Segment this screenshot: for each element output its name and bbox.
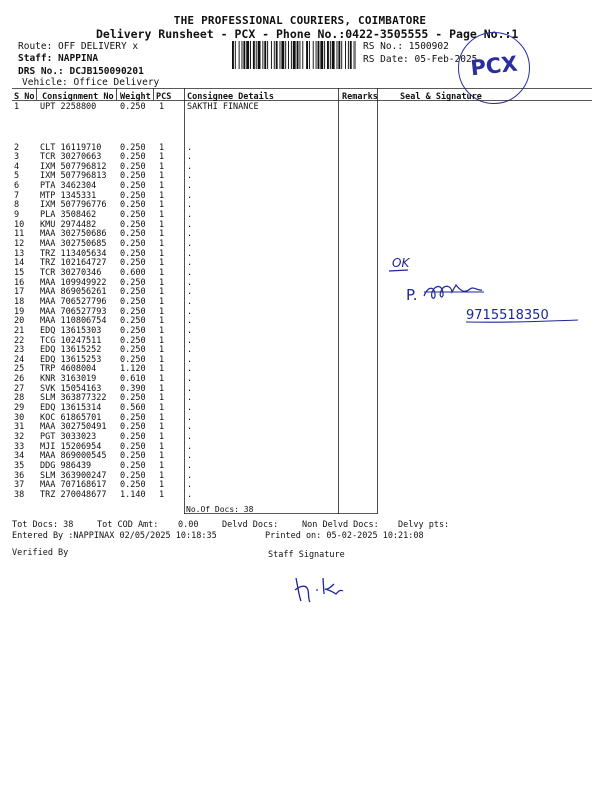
total-cod-label: Tot COD Amt: [97,520,159,530]
barcode-bar [309,41,310,69]
cell-weight: 0.250 [120,345,146,356]
barcode-bar [288,41,289,69]
barcode-bar [239,41,240,69]
col-remarks: Remarks [342,92,378,102]
barcode-bar [235,41,236,69]
cell-consignee: . [187,325,193,336]
cell-consignee: . [187,393,193,404]
cell-sno: 30 [14,412,25,423]
table-row [0,491,600,501]
cell-weight: 0.250 [120,152,146,163]
cell-consignment: MAA 302750491 [40,422,107,433]
cell-consignment: PLA 3508462 [40,210,97,221]
barcode-bar [318,41,320,69]
cell-sno: 20 [14,316,25,327]
cell-pcs: 1 [159,267,165,278]
cell-consignment: UPT 2258800 [40,102,97,112]
cell-weight: 0.250 [120,258,146,269]
barcode-bar [354,41,355,69]
cell-consignment: IXM 507796776 [40,200,107,211]
total-docs: Tot Docs: 38 [12,520,74,530]
cell-sno: 6 [14,181,20,192]
cell-consignment: MAA 302750685 [40,239,107,249]
barcode-bar [285,41,286,69]
cell-weight: 0.250 [120,460,146,471]
cell-pcs: 1 [159,248,165,259]
cell-pcs: 1 [159,171,165,182]
barcode-bar [250,41,251,69]
cell-sno: 19 [14,306,25,317]
cell-sno: 36 [14,470,25,481]
col-consignee: Consignee Details [187,92,274,102]
cell-weight: 1.120 [120,364,146,375]
cell-weight: 0.250 [120,412,146,423]
cell-pcs: 1 [159,142,165,153]
col-sno: S No [14,92,35,102]
cell-weight: 0.560 [120,403,146,414]
cell-consignee: . [187,248,193,259]
cell-sno: 10 [14,219,25,230]
cell-pcs: 1 [159,422,165,433]
handwritten-initial: P. [406,286,418,304]
cell-consignee: . [187,383,193,394]
cell-sno: 35 [14,460,25,471]
cell-weight: 0.250 [120,316,146,327]
cell-pcs: 1 [159,239,165,249]
barcode-bar [350,41,352,69]
cell-consignee: . [187,306,193,317]
cell-pcs: 1 [159,383,165,394]
cell-consignee: . [187,267,193,278]
cell-consignment: MAA 109949922 [40,277,107,288]
cell-sno: 22 [14,335,25,346]
table-row [0,103,600,113]
cell-weight: 0.250 [120,277,146,288]
cell-weight: 0.250 [120,422,146,433]
handwritten-notes [380,252,590,328]
cell-consignee: . [187,142,193,153]
cell-sno: 32 [14,432,25,442]
cell-consignment: PTA 3462304 [40,181,97,192]
cell-weight: 0.250 [120,239,146,249]
cell-consignee: . [187,441,193,452]
cell-sno: 21 [14,325,25,336]
cell-sno: 23 [14,345,25,356]
cell-sno: 16 [14,277,25,288]
cell-pcs: 1 [159,287,165,298]
rs-date: RS Date: 05-Feb-2025 [363,54,478,65]
cell-consignee: . [187,229,193,240]
cell-consignee: . [187,210,193,221]
cell-weight: 0.250 [120,480,146,491]
staff-signature-label: Staff Signature [268,550,345,560]
cell-consignee: . [187,345,193,356]
barcode-bar [338,41,340,69]
cell-consignee: . [187,161,193,172]
cell-weight: 0.250 [120,287,146,298]
drs-number: DRS No.: DCJB150090201 [18,66,144,77]
barcode-bar [242,41,243,69]
barcode-bar [320,41,323,69]
cell-sno: 24 [14,354,25,365]
cell-sno: 1 [14,102,20,112]
cell-consignment: SLM 363900247 [40,470,107,481]
cell-consignee: . [187,287,193,298]
barcode-bar [341,41,342,69]
cell-pcs: 1 [159,102,165,112]
cell-pcs: 1 [159,190,165,201]
cell-consignee: . [187,296,193,307]
cell-consignee: . [187,277,193,288]
barcode-bar [299,41,300,69]
cell-consignee: . [187,470,193,481]
cell-pcs: 1 [159,152,165,163]
cell-consignee: SAKTHI FINANCE [187,102,259,112]
cell-weight: 0.250 [120,248,146,259]
cell-weight: 0.250 [120,181,146,192]
cell-sno: 5 [14,171,20,182]
barcode-bar [258,41,261,69]
cell-sno: 38 [14,489,25,500]
staff-signature [290,568,360,606]
barcode-bar [306,41,308,69]
cell-consignment: EDQ 13615303 [40,325,102,336]
cell-consignment: MAA 302750686 [40,229,107,240]
cell-weight: 0.250 [120,306,146,317]
cell-consignment: MAA 706527793 [40,306,107,317]
cell-pcs: 1 [159,200,165,211]
cell-consignee: . [187,316,193,327]
cell-sno: 4 [14,161,20,172]
cell-pcs: 1 [159,219,165,230]
cell-weight: 0.250 [120,229,146,240]
cell-consignment: TCG 10247511 [40,335,102,346]
cell-weight: 0.610 [120,374,146,385]
cell-sno: 18 [14,296,25,307]
barcode-bar [274,41,275,69]
cell-consignment: KNR 3163019 [40,374,97,385]
cell-weight: 0.250 [120,190,146,201]
cell-pcs: 1 [159,335,165,346]
cell-sno: 26 [14,374,25,385]
cell-consignment: DDG 986439 [40,460,92,471]
cell-pcs: 1 [159,306,165,317]
col-consignment: Consignment No [42,92,114,102]
cell-consignee: . [187,190,193,201]
cell-pcs: 1 [159,403,165,414]
barcode-bar [291,41,292,69]
cell-consignment: MAA 707168617 [40,480,107,491]
cell-sno: 27 [14,383,25,394]
verified-by: Verified By [12,548,69,558]
cell-pcs: 1 [159,460,165,471]
cell-consignment: TRZ 113405634 [40,248,107,259]
barcode-bar [271,41,272,69]
cell-consignment: IXM 507796812 [40,161,107,172]
cell-weight: 0.250 [120,210,146,221]
cell-consignee: . [187,412,193,423]
delivery-points: Delvy pts: [398,520,450,530]
vehicle-label: Vehicle: Office Delivery [22,77,160,88]
cell-consignee: . [187,171,193,182]
barcode-bar [264,41,266,69]
cell-pcs: 1 [159,393,165,404]
barcode-bar [313,41,314,69]
cell-consignment: TRP 4608004 [40,364,97,375]
cell-weight: 0.390 [120,383,146,394]
cell-sno: 31 [14,422,25,433]
cell-consignment: MAA 869056261 [40,287,107,298]
cell-sno: 28 [14,393,25,404]
barcode [232,41,356,69]
route-label: Route: OFF DELIVERY x [18,41,139,52]
cell-pcs: 1 [159,277,165,288]
cell-weight: 0.250 [120,200,146,211]
cell-sno: 17 [14,287,25,298]
cell-consignment: MTP 1345331 [40,190,97,201]
barcode-bar [337,41,338,69]
cell-sno: 37 [14,480,25,491]
cell-consignment: PGT 3033023 [40,432,97,442]
cell-consignee: . [187,239,193,249]
cell-sno: 33 [14,441,25,452]
cell-consignee: . [187,403,193,414]
cell-consignment: TCR 30270346 [40,267,102,278]
cell-sno: 14 [14,258,25,269]
cell-pcs: 1 [159,451,165,462]
cell-consignee: . [187,258,193,269]
barcode-bar [324,41,325,69]
cell-sno: 25 [14,364,25,375]
company-name: THE PROFESSIONAL COURIERS, COIMBATORE [173,14,427,27]
cell-weight: 0.250 [120,470,146,481]
cell-pcs: 1 [159,181,165,192]
barcode-bar [281,41,284,69]
delivered-docs: Delvd Docs: [222,520,279,530]
cell-consignment: SVK 15054163 [40,383,102,394]
handwritten-ok: OK [392,256,410,270]
cell-consignee: . [187,364,193,375]
cell-sno: 29 [14,403,25,414]
barcode-bar [243,41,245,69]
cell-consignee: . [187,432,193,442]
barcode-bar [356,41,357,69]
cell-pcs: 1 [159,374,165,385]
cell-pcs: 1 [159,210,165,221]
cell-consignment: EDQ 13615314 [40,403,102,414]
col-weight: Weight [120,92,151,102]
document-title: Delivery Runsheet - PCX - Phone No.:0422-3505555 - Page No.:1 [96,27,519,41]
barcode-bar [293,41,296,69]
staff-label: Staff: NAPPINA [18,53,99,64]
entered-by: Entered By :NAPPINAX 02/05/2025 10:18:35 [12,531,217,541]
cell-pcs: 1 [159,161,165,172]
barcode-bar [327,41,329,69]
cell-pcs: 1 [159,480,165,491]
cell-consignee: . [187,374,193,385]
table-row [0,327,600,337]
cell-consignee: . [187,219,193,230]
cell-sno: 2 [14,142,20,153]
cell-consignee: . [187,422,193,433]
cell-pcs: 1 [159,229,165,240]
cell-consignee: . [187,460,193,471]
cell-weight: 1.140 [120,489,146,500]
cell-pcs: 1 [159,470,165,481]
cell-consignment: MAA 869000545 [40,451,107,462]
cell-weight: 0.250 [120,171,146,182]
cell-pcs: 1 [159,354,165,365]
cell-consignee: . [187,480,193,491]
non-delivered-docs: Non Delvd Docs: [302,520,379,530]
cell-consignment: EDQ 13615253 [40,354,102,365]
cell-consignment: IXM 507796813 [40,171,107,182]
cell-consignee: . [187,181,193,192]
cell-pcs: 1 [159,345,165,356]
cell-consignee: . [187,354,193,365]
cell-consignee: . [187,335,193,346]
cell-pcs: 1 [159,258,165,269]
cell-weight: 0.250 [120,393,146,404]
barcode-bar [256,41,257,69]
cell-weight: 0.250 [120,296,146,307]
cell-pcs: 1 [159,316,165,327]
cell-weight: 0.250 [120,441,146,452]
cell-weight: 0.250 [120,325,146,336]
cell-consignee: . [187,152,193,163]
barcode-bar [280,41,281,69]
cell-consignment: EDQ 13615252 [40,345,102,356]
cell-pcs: 1 [159,364,165,375]
barcode-bar [345,41,346,69]
cell-weight: 0.250 [120,354,146,365]
barcode-bar [297,41,299,69]
barcode-bar [332,41,335,69]
total-cod-value: 0.00 [178,520,199,530]
cell-consignment: CLT 16119710 [40,142,102,153]
col-pcs: PCS [156,92,172,102]
cell-consignment: MJI 15206954 [40,441,102,452]
cell-consignee: . [187,200,193,211]
cell-consignment: TRZ 102164727 [40,258,107,269]
barcode-bar [246,41,249,69]
barcode-bar [276,41,278,69]
cell-weight: 0.250 [120,451,146,462]
cell-sno: 15 [14,267,25,278]
cell-sno: 7 [14,190,20,201]
barcode-bar [348,41,349,69]
no-of-docs: No.Of Docs: 38 [186,505,254,514]
barcode-bar [302,41,303,69]
cell-weight: 0.250 [120,142,146,153]
barcode-bar [316,41,317,69]
cell-consignment: SLM 363877322 [40,393,107,404]
cell-weight: 0.250 [120,335,146,346]
barcode-bar [232,41,234,69]
barcode-bar [253,41,255,69]
cell-consignment: KMU 2974482 [40,219,97,230]
cell-weight: 0.250 [120,102,146,112]
cell-consignment: TRZ 270048677 [40,489,107,500]
cell-sno: 11 [14,229,25,240]
cell-consignment: MAA 110806754 [40,316,107,327]
barcode-bar [330,41,331,69]
cell-pcs: 1 [159,441,165,452]
cell-pcs: 1 [159,325,165,336]
cell-consignee: . [187,451,193,462]
cell-sno: 12 [14,239,25,249]
cell-consignee: . [187,489,193,500]
cell-pcs: 1 [159,296,165,307]
cell-sno: 13 [14,248,25,259]
cell-weight: 0.250 [120,161,146,172]
col-seal-signature: Seal & Signature [400,92,482,102]
cell-sno: 34 [14,451,25,462]
stamp-text: PCX [469,51,519,81]
cell-consignment: KOC 61865701 [40,412,102,423]
cell-consignment: MAA 706527796 [40,296,107,307]
cell-sno: 9 [14,210,20,221]
handwritten-phone: 9715518350 [466,308,549,323]
cell-consignment: TCR 30270663 [40,152,102,163]
barcode-bar [262,41,263,69]
rs-number: RS No.: 1500902 [363,41,449,52]
cell-weight: 0.250 [120,432,146,442]
cell-sno: 3 [14,152,20,163]
cell-pcs: 1 [159,489,165,500]
printed-on: Printed on: 05-02-2025 10:21:08 [265,531,424,541]
cell-pcs: 1 [159,412,165,423]
cell-sno: 8 [14,200,20,211]
cell-weight: 0.250 [120,219,146,230]
cell-weight: 0.600 [120,267,146,278]
cell-pcs: 1 [159,432,165,442]
barcode-bar [267,41,268,69]
